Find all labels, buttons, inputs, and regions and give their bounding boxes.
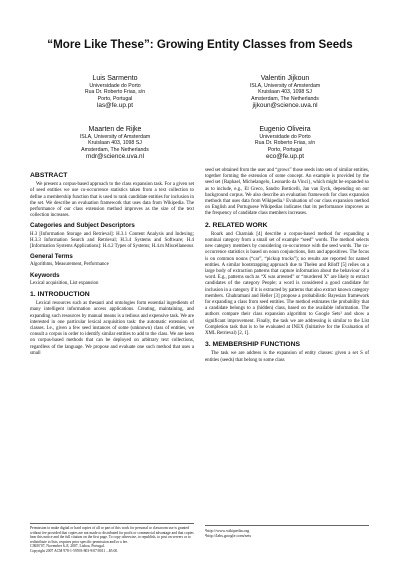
membership-heading: 3. MEMBERSHIP FUNCTIONS [205,341,301,349]
author-email: eco@fe.up.pt [265,153,305,161]
author-name: Valentin Jijkoun [260,75,310,82]
author-name: Maarten de Rijke [88,126,142,133]
intro-heading: 1. INTRODUCTION [30,291,90,299]
author-city: Amsterdam, The Netherlands [81,146,149,153]
footnote-wikipedia: ¹http://www.wikipedia.org [205,528,250,533]
author-city: Amsterdam, The Netherlands [251,95,319,102]
keywords-heading: Keywords [30,271,60,279]
footnotes [205,525,369,539]
author-affiliation: Universidade do Porto [259,134,311,140]
general-terms-text: Algorithms, Measurement, Performance [30,262,109,268]
author-affiliation: Universidade do Porto [89,83,141,89]
paper-title: “More Like These”: Growing Entity Classes from Seeds [47,38,353,51]
author-name: Luis Sarmento [92,75,138,82]
author-block [200,125,370,161]
author-affiliation: ISLA, University of Amsterdam [79,134,151,140]
left-column [30,168,194,358]
author-email: mdr@science.uva.nl [86,153,144,161]
author-row [30,125,370,161]
author-address: Kruislaan 403, 1098 SJ [258,89,312,96]
categories-heading: Categories and Subject Descriptors [30,222,135,230]
keywords-text: Lexical acquisition, List expansion [30,280,99,286]
copyright-line: Copyright 2007 ACM 978-1-59593-803-9/07/0011 ...$5.00. [30,548,119,553]
author-address: Kruislaan 403, 1098 SJ [88,140,142,147]
author-city: Porto, Portugal [267,146,303,153]
permission-text: Permission to make digital or hard copies of all or part of this work for personal or classroom use is granted without fee provided that copies are not made or distributed for profit or commercial advantage and that copies bear this notice and the full citation on the first page. To copy otherwise, to republish, to post on servers or to redistribute to lists, requires prior specific permission and/or a fee. [30,526,194,544]
general-terms-heading: General Terms [30,253,73,261]
related-heading: 2. RELATED WORK [205,221,268,229]
related-text: Roark and Charniak [4] describe a corpus-based method for expanding a nominal category from a small set of example “seed” words. The method selects new category members by considering co-occurrence with the seed words. The co-occurrence statistics is based on noun conjunctions, lists and appositives. The focus is on common nouns (“car”, “pickup trucks”); no results are reported for named entities. A similar bootstrapping approach due to Thelen and Riloff [5] relies on a large body of extraction patterns that capture information about the behaviour of a word. E.g., patterns such as “X was arrested” or “murdered X” are likely to extract candidates of the category People; a word is considered a good candidate for inclusion in a category if it is extracted by patterns that also extract known category members. Ghahramani and Heller [3] propose a probabilistic Bayesian framework for expanding a class from seed entities. The method estimates the probability that a candidate belongs to a (hidden) class, based on the available information. The authors compare their class expansion algorithm to Google Sets² and show a significant improvement. Finally, the task we are addressing is similar to the List Completion task that is to be evaluated at INEX (Initiative for the Evaluation of XML Retrieval) [2, 1]. [205,231,369,337]
author-name: Eugenio Oliveira [259,126,311,133]
right-paragraph: seed set obtained from the user and “grows” those seeds into sets of similar entities, together forming the extension of some concept. An example is provided by the seed set {Raphael, Michelangelo, Leonardo da Vinci}, which might be expanded so as to include, e.g., El Greco, Sandro Botticelli, Jan van Eyck, depending on our background corpus. We also describe an evaluation framework for class expansion methods that uses data from Wikipedia.¹ Evaluation of our class expansion method on English and Portuguese Wikipedias indicates that its performance improves as the frequency of candidate class members increases. [205,168,369,217]
abstract-text: We present a corpus-based approach to the class expansion task. For a given set of seed entities we use co-occurrence statistics taken from a text collection to define a membership function that is used to rank candidate entities for inclusion in the set. We describe an evaluation framework that uses data from Wikipedia. The performance of our class extension method improves as the size of the text collection increases. [30,182,194,219]
right-column [205,168,369,365]
abstract-heading: ABSTRACT [30,172,68,179]
intro-text: Lexical resources such as thesauri and ontologies form essential ingredients of many intelligent information access applications. Creating, maintaining, and expanding such resources by manual means is a tedious and expensive task. We are interested in one particular lexical acquisition task: the automatic extension of classes. I.e., given a few seed instances of some (unknown) class of entities, we consult a corpus in order to identify similar entities to add to the class. We are keen on corpus-based methods that can be deployed on arbitrary text collections, regardless of the language. We propose and evaluate one such method that uses a small [30,301,194,356]
permission-notice [30,523,194,554]
author-address: Rua Dr. Roberto Frias, s/n [254,140,316,147]
membership-text: The task we are address is the expansion of entity classes: given a set S of entities (seeds) that belong to some class [205,351,369,363]
author-address: Rua Dr. Roberto Frias, s/n [84,89,146,96]
categories-text: H.3 [Information Storage and Retrieval]: H.3.1 Content Analysis and Indexing; H.3.3 Information Search and Retrieval; H.3.4 Systems and Software; H.4 [Information Systems Applications]: H.4.2 Types of Systems; H.4.m Miscellaneous [30,231,194,250]
author-block [30,125,200,161]
author-email: jijkoun@science.uva.nl [252,102,318,110]
author-affiliation: ISLA, University of Amsterdam [249,83,321,89]
author-block [200,74,370,110]
conference-line: CIKM’07, November 6–8, 2007, Lisboa, Portugal. [30,544,105,549]
author-city: Porto, Portugal [97,95,133,102]
author-email: las@fe.up.pt [97,102,133,110]
author-block [30,74,200,110]
author-row [30,74,370,110]
footnote-google-sets: ²http://labs.google.com/sets [205,533,252,539]
